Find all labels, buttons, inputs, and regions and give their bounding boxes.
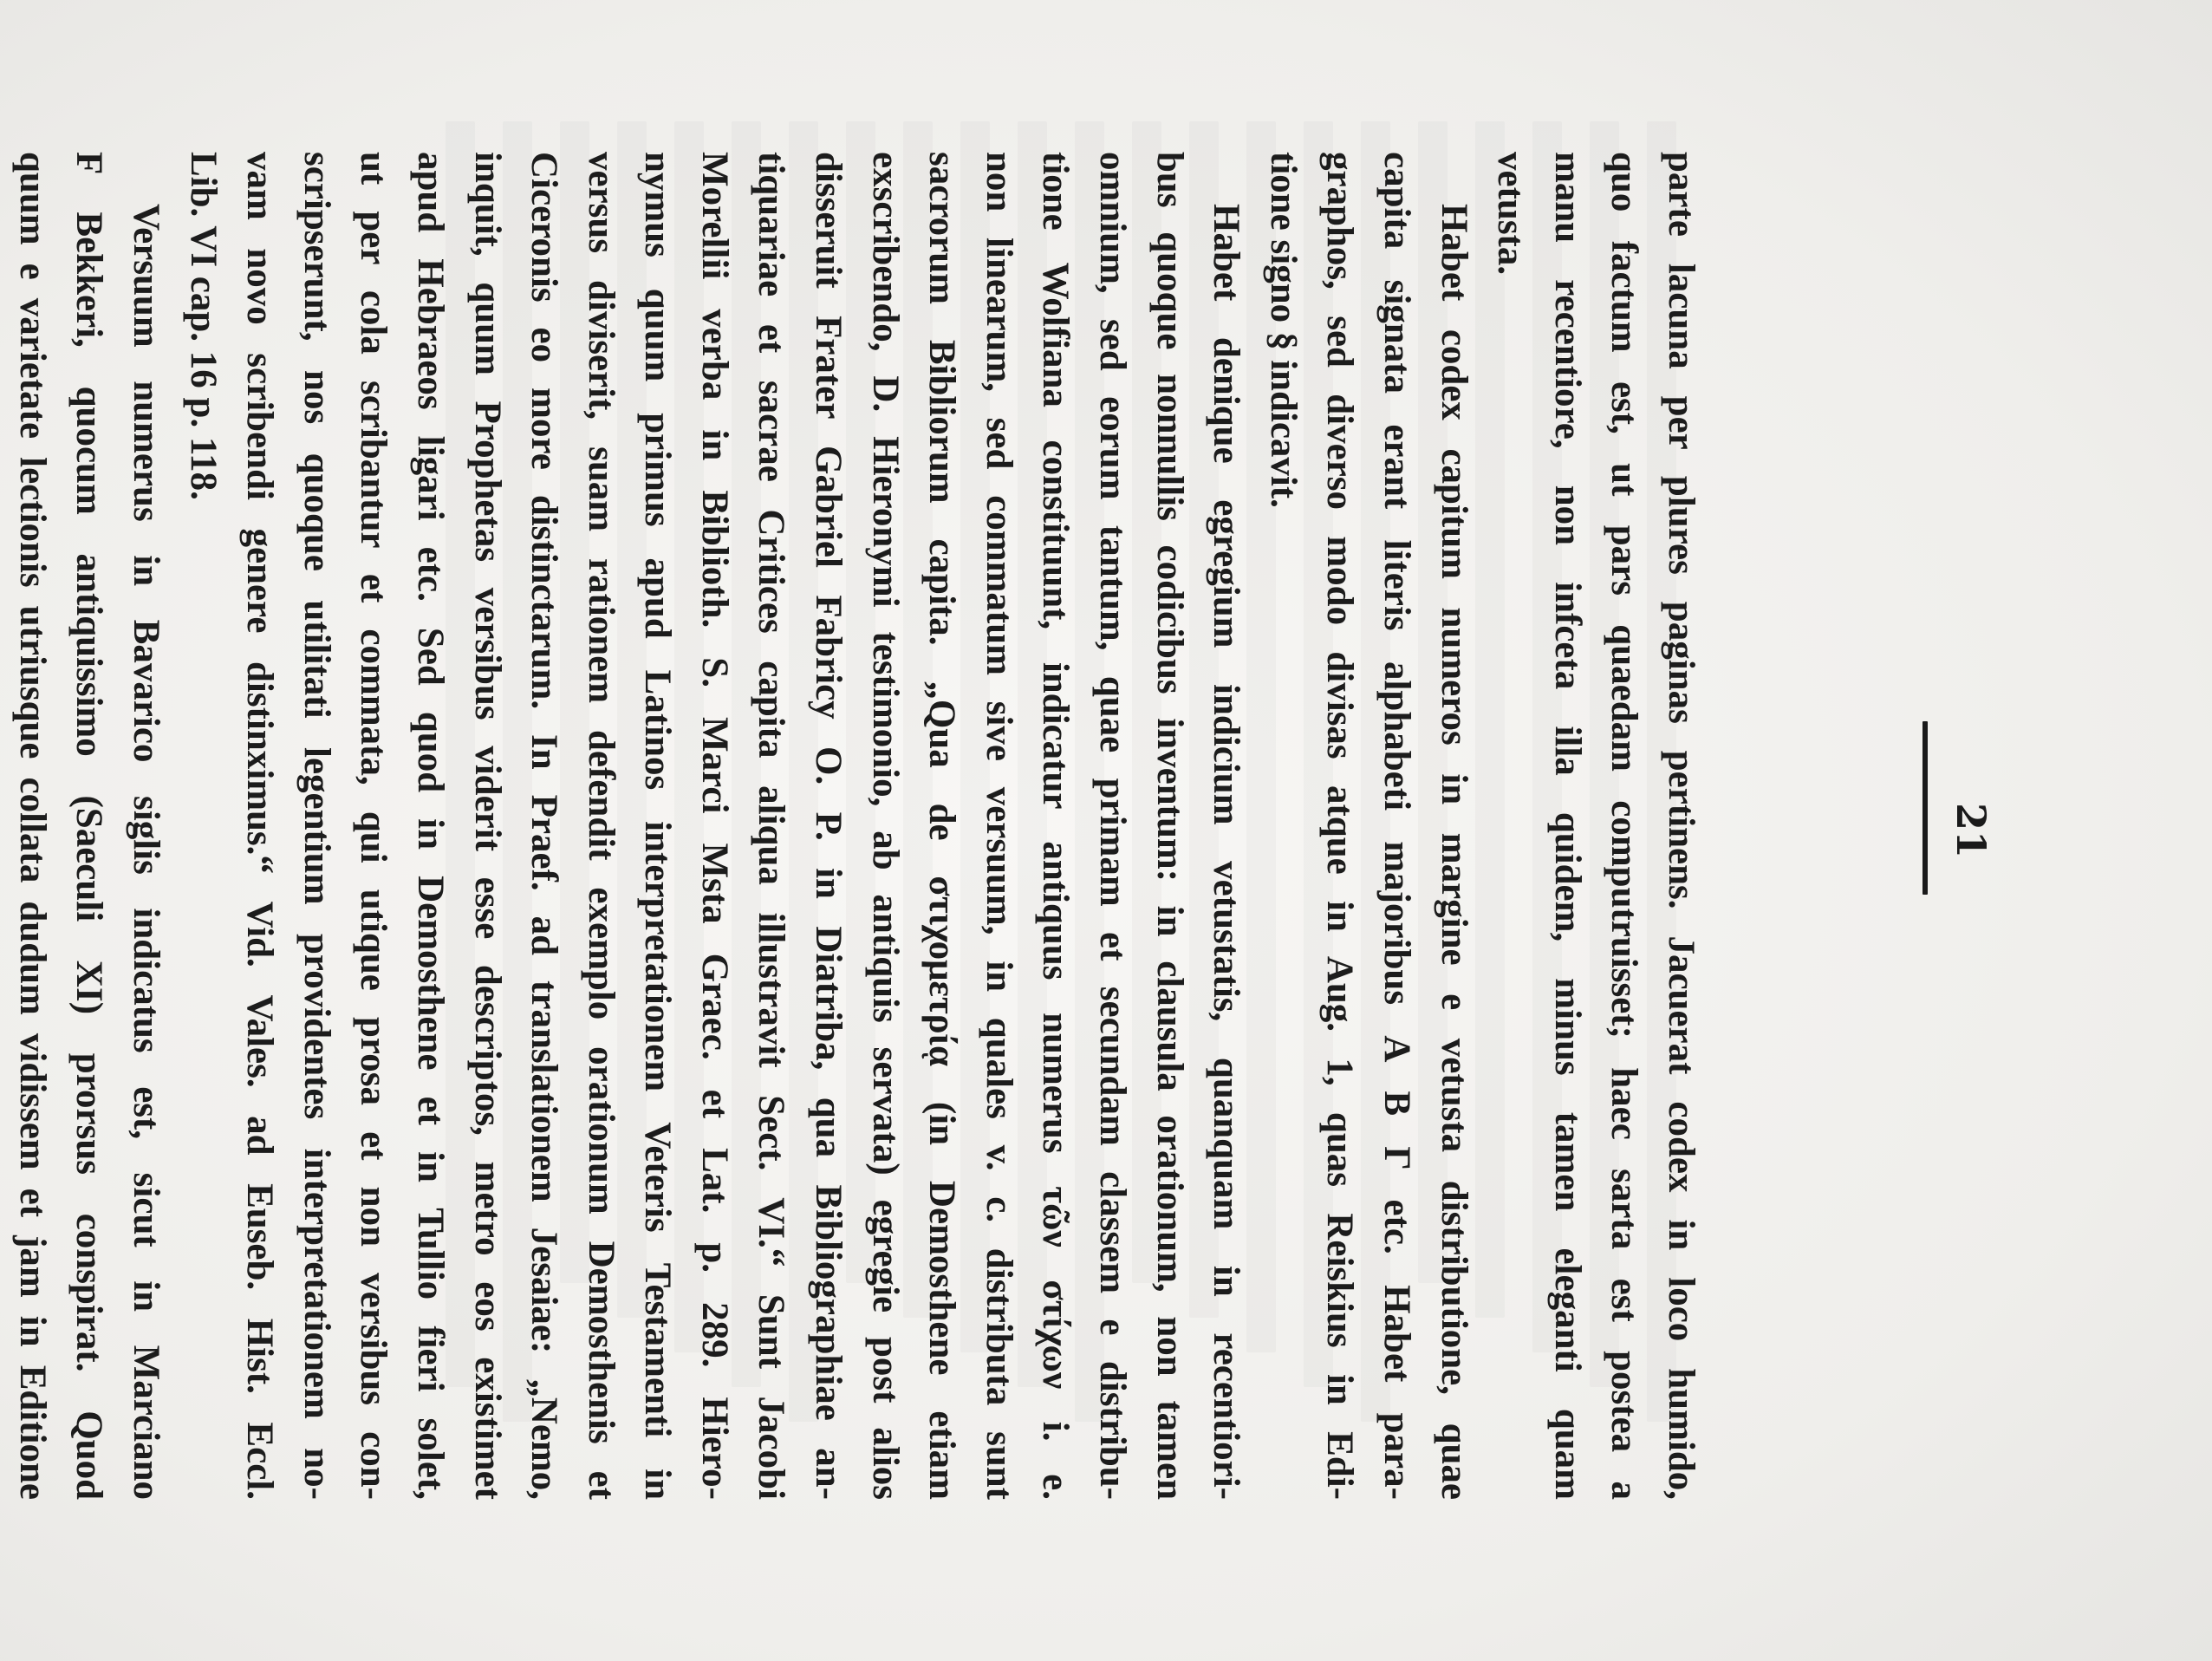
text-line: non linearum, sed commatum sive versuum, in quales v. c. distributa sunt (978, 152, 1019, 1500)
text-line: ut per cola scribantur et commata, qui utique prosa et non versibus con- (353, 152, 394, 1500)
header-rule (1922, 721, 1928, 895)
text-line: vam novo scribendi genere distinximus.“ Vid. Vales. ad Euseb. Hist. Eccl. (239, 152, 281, 1500)
text-line: graphos, sed diverso modo divisas atque in Aug. 1, quas Reiskius in Edi- (1319, 152, 1361, 1500)
text-line: F Bekkeri, quocum antiquissimo (Saeculi XI) prorsus conspirat. Quod (68, 152, 110, 1500)
body-text (3, 152, 1709, 1500)
text-line: tiquariae et sacrae Critices capita aliqua illustravit Sect. VI.“ Sunt Jacobi (751, 152, 792, 1500)
text-line: quum e varietate lectionis utriusque collata dudum vidissem et jam in Editione (11, 152, 53, 1500)
text-line: Habet denique egregium indicium vetustatis, quanquam in recentiori- (1206, 204, 1247, 1500)
text-line: scripserunt, nos quoque utilitati legentium providentes interpretationem no- (296, 152, 337, 1500)
text-line: tione signo § indicavit. (1262, 152, 1304, 508)
text-line: exscribendo, D. Hieronymi testimonio, ab antiquis servata) egregie post alios (864, 152, 906, 1500)
text-line: manu recentiore, non infceta illa quidem, minus tamen eleganti quam (1546, 152, 1588, 1500)
text-line: Lib. VI cap. 16 p. 118. (182, 152, 224, 500)
text-line: Ciceronis eo more distinctarum. In Praef. ad translationem Jesaiae: „Nemo, (524, 152, 565, 1500)
text-line: sacrorum Bibliorum capita. „Qua de στιχομετρίᾳ (in Demosthene etiam (921, 152, 963, 1500)
text-line: Habet codex capitum numeros in margine e vetusta distributione, quae (1433, 204, 1474, 1500)
text-line: omnium, sed eorum tantum, quae primam et secundam classem e distribu- (1092, 152, 1134, 1500)
text-line: parte lacuna per plures paginas pertinens. Jacuerat codex in loco humido, (1661, 152, 1701, 1500)
page-number: 21 (1948, 802, 1994, 858)
text-line: bus quoque nonnullis codicibus inventum: in clausula orationum, non tamen (1148, 152, 1190, 1500)
text-line: quo factum est, ut pars quaedam computruisset; haec sarta est postea a (1604, 152, 1645, 1500)
text-line: disseruit Frater Gabriel Fabricy O. P. in Diatriba, qua Bibliographiae an- (808, 152, 849, 1500)
text-line: apud Hebraeos ligari etc. Sed quod in Demosthene et in Tullio fieri solet, (409, 152, 451, 1500)
text-line: versus diviserit, suam rationem defendit exemplo orationum Demosthenis et (580, 152, 621, 1500)
text-line: Morellii verba in Biblioth. S. Marci Msta Graec. et Lat. p. 289. Hiero- (693, 152, 735, 1500)
text-line: inquit, quum Prophetas versibus viderit esse descriptos, metro eos existimet (466, 152, 508, 1500)
text-line: nymus quum primus apud Latinos interpretationem Veteris Testamenti in (637, 152, 679, 1500)
text-line: Versuum numerus in Bavarico siglis indicatus est, sicut in Marciano (125, 204, 166, 1500)
text-line: tione Wolfiana constituunt, indicatur antiquus numerus τῶν στίχων i. e. (1035, 152, 1077, 1500)
text-line: vetusta. (1490, 152, 1532, 276)
text-line: capita signata erant literis alphabeti majoribus Α Β Γ etc. Habet para- (1376, 152, 1418, 1500)
